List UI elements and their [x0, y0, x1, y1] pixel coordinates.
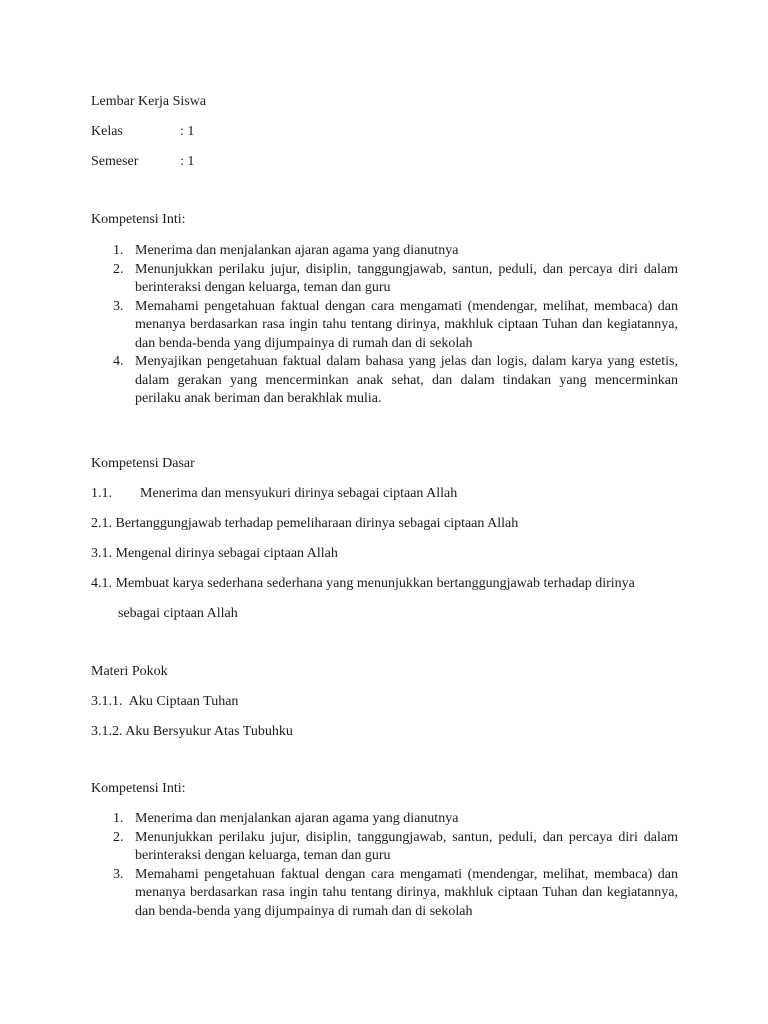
list-item [91, 810, 678, 829]
list-item [91, 829, 678, 866]
kompetensi-inti-list-2 [91, 810, 678, 921]
list-item [91, 353, 678, 409]
list-item [91, 261, 678, 298]
list-item [91, 298, 678, 354]
kompetensi-dasar-item: 4.1. Membuat karya sederhana sederhana yang menunjukkan bertanggungjawab terhadap dirinya [91, 576, 635, 591]
semester-value: : 1 [180, 154, 195, 169]
kompetensi-inti-list [91, 242, 678, 409]
kompetensi-dasar-item-continuation: sebagai ciptaan Allah [118, 606, 238, 621]
kompetensi-inti-heading: Kompetensi Inti: [91, 212, 186, 227]
item-number: 1. [113, 243, 124, 258]
item-number: 3. [113, 866, 124, 882]
materi-pokok-item: 3.1.1. Aku Ciptaan Tuhan [91, 694, 239, 709]
item-number: 1. [113, 811, 124, 826]
item-text: Menunjukkan perilaku jujur, disiplin, tanggungjawab, santun, peduli, dan percaya diri dalam berinteraksi dengan keluarga, teman dan guru [135, 261, 678, 295]
list-item [91, 242, 678, 261]
item-text: Menerima dan menjalankan ajaran agama yang dianutnya [135, 811, 459, 826]
item-text: Menyajikan pengetahuan faktual dalam bahasa yang jelas dan logis, dalam karya yang estetis, dalam gerakan yang mencerminkan anak sehat, dan dalam tindakan yang mencerminkan perilaku anak beriman dan berakhlak mulia. [135, 354, 678, 406]
item-number: 2. [113, 829, 124, 845]
item-text: Menerima dan menjalankan ajaran agama yang dianutnya [135, 243, 459, 258]
item-text: Memahami pengetahuan faktual dengan cara mengamati (mendengar, melihat, membaca) dan menanya berdasarkan rasa ingin tahu tentang dirinya, makhluk ciptaan Tuhan dan kegiatannya, dan benda-benda yang dijumpainya di rumah dan di sekolah [135, 866, 678, 919]
kompetensi-inti-heading-2: Kompetensi Inti: [91, 781, 186, 796]
kompetensi-dasar-heading: Kompetensi Dasar [91, 456, 195, 471]
kelas-label: Kelas [91, 124, 123, 139]
list-item [91, 866, 678, 922]
worksheet-title: Lembar Kerja Siswa [91, 94, 207, 109]
item-number: 3. [113, 298, 124, 314]
semester-row [91, 154, 194, 170]
kompetensi-dasar-item: 1.1. Menerima dan mensyukuri dirinya sebagai ciptaan Allah [91, 486, 458, 501]
kelas-value: : 1 [180, 124, 195, 139]
item-number: 4. [113, 354, 124, 369]
semester-label: Semeser [91, 154, 139, 169]
item-text: Memahami pengetahuan faktual dengan cara mengamati (mendengar, melihat, membaca) dan menanya berdasarkan rasa ingin tahu tentang dirinya, makhluk ciptaan Tuhan dan kegiatannya, dan benda-benda yang dijumpainya di rumah dan di sekolah [135, 298, 678, 351]
kelas-row [91, 124, 194, 140]
item-number: 2. [113, 261, 124, 277]
kompetensi-dasar-item: 3.1. Mengenal dirinya sebagai ciptaan Allah [91, 546, 338, 561]
materi-pokok-heading: Materi Pokok [91, 664, 168, 679]
materi-pokok-item: 3.1.2. Aku Bersyukur Atas Tubuhku [91, 724, 293, 739]
kompetensi-dasar-item: 2.1. Bertanggungjawab terhadap pemeliharaan dirinya sebagai ciptaan Allah [91, 516, 519, 531]
item-text: Menunjukkan perilaku jujur, disiplin, tanggungjawab, santun, peduli, dan percaya diri dalam berinteraksi dengan keluarga, teman dan guru [135, 829, 678, 863]
